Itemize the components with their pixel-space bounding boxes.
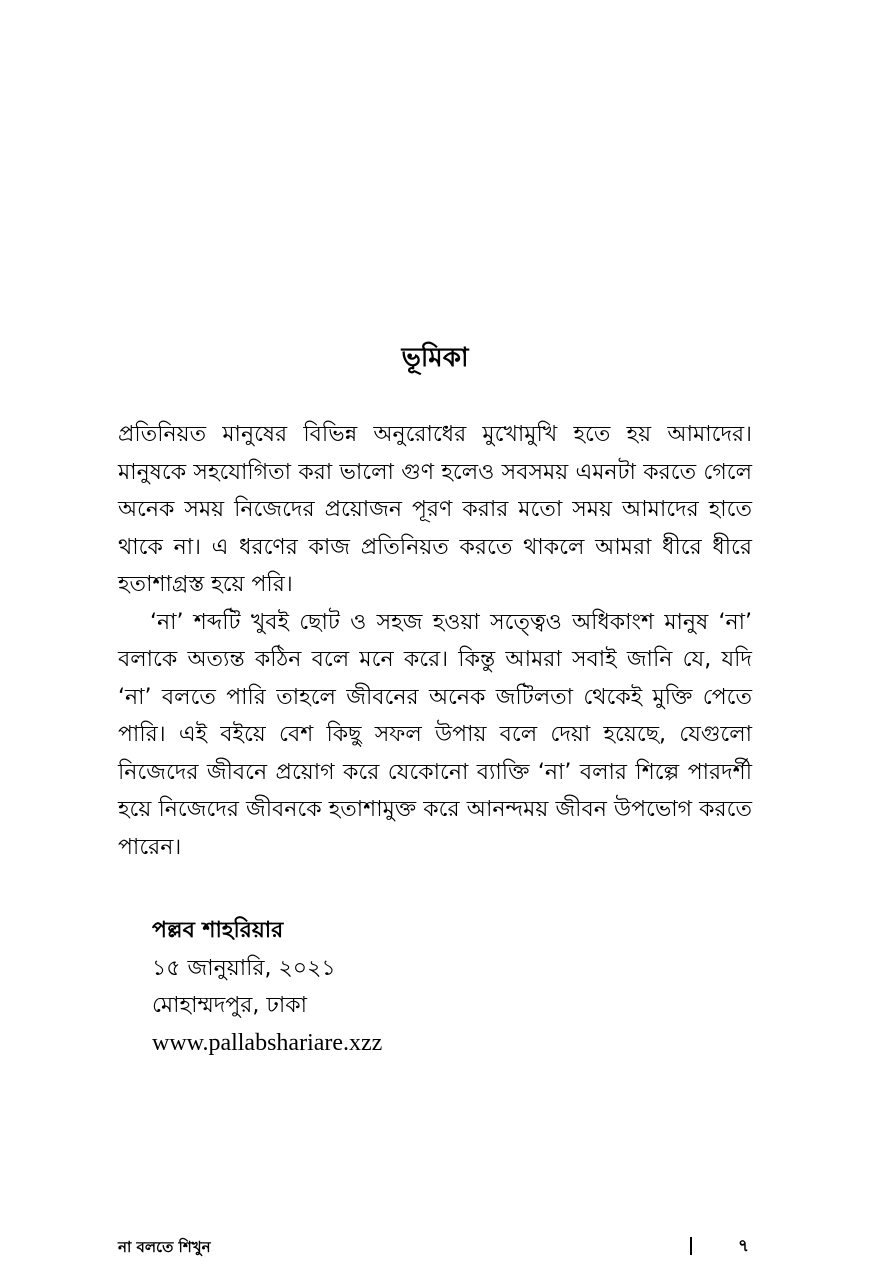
page-number: ৭ (738, 1236, 750, 1256)
footer-book-title: না বলতে শিখুন (118, 1238, 211, 1256)
preface-body (118, 416, 752, 866)
footer-separator (690, 1237, 692, 1255)
signature-location: মোহাম্মদপুর, ঢাকা (152, 993, 307, 1018)
page-heading: ভূমিকা (401, 343, 469, 373)
signature-block (152, 912, 382, 1062)
paragraph-2: ‘না’ শব্দটি খুবই ছোট ও সহজ হওয়া সত্ত্বেও অধিকাংশ মানুষ ‘না’ বলাকে অত্যন্ত কঠিন বলে মনে করে। কিন্তু আমরা সবাই জানি যে, যদি ‘না’ বলতে পারি তাহলে জীবনের অনেক জটিলতা থেকেই মুক্তি পেতে পারি। এই বইয়ে বেশ কিছু সফল উপায় বলে দেয়া হয়েছে, যেগুলো নিজেদের জীবনে প্রয়োগ করে যেকোনো ব্যাক্তি ‘না’ বলার শিল্পে পারদর্শী হয়ে নিজেদের জীবনকে হতাশামুক্ত করে আনন্দময় জীবন উপভোগ করতে পারেন। (118, 609, 752, 860)
author-website: www.pallabshariare.xzz (152, 1029, 383, 1056)
author-name: পল্লব শাহরিয়ার (152, 918, 284, 943)
paragraph-1: প্রতিনিয়ত মানুষের বিভিন্ন অনুরোধের মুখোমুখি হতে হয় আমাদের। মানুষকে সহযোগিতা করা ভালো গুণ হলেও সবসময় এমনটা করতে গেলে অনেক সময় নিজেদের প্রয়োজন পূরণ করার মতো সময় আমাদের হাতে থাকে না। এ ধরণের কাজ প্রতিনিয়ত করতে থাকলে আমরা ধীরে ধীরে হতাশাগ্রস্ত হয়ে পরি। (118, 422, 752, 597)
signature-date: ১৫ জানুয়ারি, ২০২১ (152, 955, 336, 981)
